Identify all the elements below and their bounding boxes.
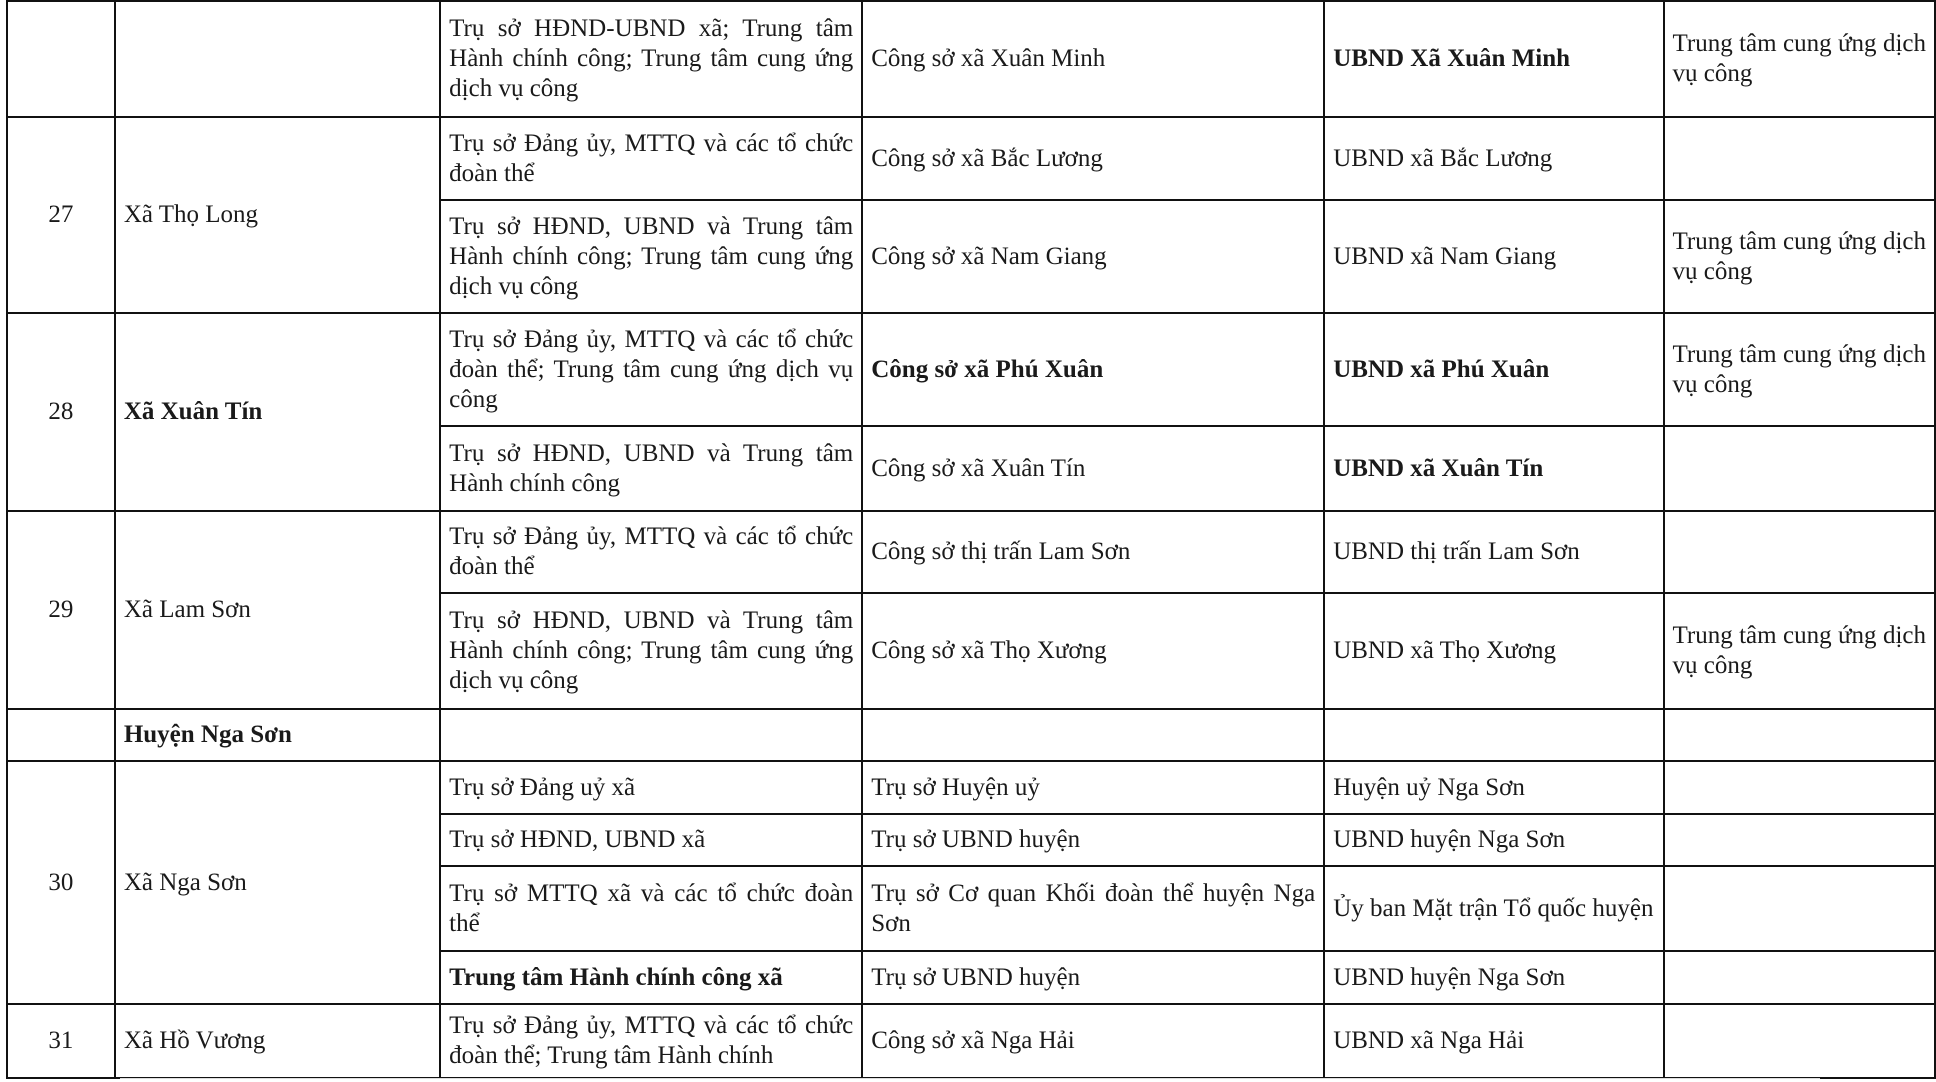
commune-name: Xã Nga Sơn (115, 761, 440, 1004)
table-row (7, 313, 1935, 426)
row-number: 29 (7, 511, 115, 709)
commune-name (115, 1, 440, 117)
table-row (7, 511, 1935, 593)
office-function: Trụ sở Đảng ủy, MTTQ và các tổ chức đoàn thể; Trung tâm Hành chính (440, 1004, 862, 1078)
commune-name: Xã Xuân Tín (115, 313, 440, 511)
office-building: Công sở xã Bắc Lương (862, 117, 1324, 200)
office-function: Trụ sở Đảng ủy, MTTQ và các tổ chức đoàn thể; Trung tâm cung ứng dịch vụ công (440, 313, 862, 426)
office-function: Trụ sở Đảng ủy, MTTQ và các tổ chức đoàn thể (440, 117, 862, 200)
office-assignment-table (6, 0, 1936, 1079)
note: Trung tâm cung ứng dịch vụ công (1664, 313, 1936, 426)
office-building: Trụ sở Cơ quan Khối đoàn thể huyện Nga Sơn (862, 866, 1324, 951)
note (1664, 511, 1936, 593)
office-building: Trụ sở UBND huyện (862, 814, 1324, 866)
row-number: 28 (7, 313, 115, 511)
table-row (7, 117, 1935, 200)
office-building: Trụ sở Huyện uỷ (862, 761, 1324, 814)
commune-name: Xã Hồ Vương (115, 1004, 440, 1078)
office-building: Công sở xã Nga Hải (862, 1004, 1324, 1078)
managing-unit: UBND thị trấn Lam Sơn (1324, 511, 1663, 593)
office-building: Công sở xã Thọ Xương (862, 593, 1324, 709)
office-function: Trụ sở Đảng ủy, MTTQ và các tổ chức đoàn thể (440, 511, 862, 593)
note: Trung tâm cung ứng dịch vụ công (1664, 200, 1936, 313)
note: Trung tâm cung ứng dịch vụ công (1664, 1, 1936, 117)
note (1664, 761, 1936, 814)
office-function: Trụ sở HĐND, UBND và Trung tâm Hành chính công; Trung tâm cung ứng dịch vụ công (440, 200, 862, 313)
office-building: Công sở xã Phú Xuân (862, 313, 1324, 426)
office-building: Công sở xã Xuân Minh (862, 1, 1324, 117)
managing-unit: UBND huyện Nga Sơn (1324, 951, 1663, 1004)
office-function: Trụ sở HĐND-UBND xã; Trung tâm Hành chính công; Trung tâm cung ứng dịch vụ công (440, 1, 862, 117)
note (1664, 866, 1936, 951)
office-function: Trụ sở HĐND, UBND và Trung tâm Hành chính công (440, 426, 862, 511)
row-number: 31 (7, 1004, 115, 1078)
commune-name: Xã Lam Sơn (115, 511, 440, 709)
note (1664, 951, 1936, 1004)
table-row (7, 761, 1935, 814)
managing-unit: UBND huyện Nga Sơn (1324, 814, 1663, 866)
office-function: Trụ sở Đảng uỷ xã (440, 761, 862, 814)
note (1664, 814, 1936, 866)
note (1664, 1004, 1936, 1078)
row-number: 30 (7, 761, 115, 1004)
managing-unit: UBND xã Nam Giang (1324, 200, 1663, 313)
note (1664, 117, 1936, 200)
managing-unit: Huyện uỷ Nga Sơn (1324, 761, 1663, 814)
office-function: Trung tâm Hành chính công xã (440, 951, 862, 1004)
note (1664, 426, 1936, 511)
managing-unit: UBND xã Phú Xuân (1324, 313, 1663, 426)
managing-unit: UBND xã Thọ Xương (1324, 593, 1663, 709)
note: Trung tâm cung ứng dịch vụ công (1664, 593, 1936, 709)
table-row (7, 1, 1935, 117)
managing-unit: UBND xã Nga Hải (1324, 1004, 1663, 1078)
row-number (7, 709, 115, 761)
managing-unit: UBND xã Bắc Lương (1324, 117, 1663, 200)
office-building: Công sở xã Xuân Tín (862, 426, 1324, 511)
row-number: 27 (7, 117, 115, 313)
district-heading: Huyện Nga Sơn (115, 709, 440, 761)
page-edge-line (120, 1078, 1820, 1079)
office-function: Trụ sở HĐND, UBND và Trung tâm Hành chính công; Trung tâm cung ứng dịch vụ công (440, 593, 862, 709)
section-row (7, 709, 1935, 761)
managing-unit: UBND Xã Xuân Minh (1324, 1, 1663, 117)
office-building: Trụ sở UBND huyện (862, 951, 1324, 1004)
office-function: Trụ sở HĐND, UBND xã (440, 814, 862, 866)
office-building: Công sở xã Nam Giang (862, 200, 1324, 313)
table-row (7, 1004, 1935, 1078)
commune-name: Xã Thọ Long (115, 117, 440, 313)
managing-unit: UBND xã Xuân Tín (1324, 426, 1663, 511)
office-function: Trụ sở MTTQ xã và các tổ chức đoàn thể (440, 866, 862, 951)
office-building: Công sở thị trấn Lam Sơn (862, 511, 1324, 593)
row-number (7, 1, 115, 117)
managing-unit: Ủy ban Mặt trận Tổ quốc huyện (1324, 866, 1663, 951)
